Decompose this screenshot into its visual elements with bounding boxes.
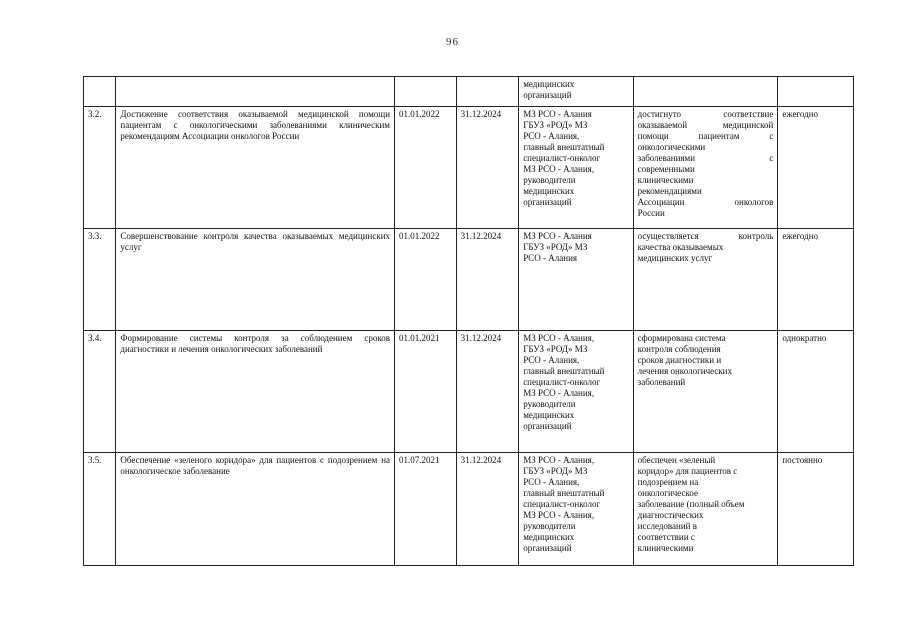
responsible-line: организаций <box>523 90 572 100</box>
responsible-line: главный внештатный <box>523 142 605 152</box>
responsible-line: организаций <box>523 421 572 431</box>
measures-table <box>83 76 854 566</box>
item-number <box>84 77 116 107</box>
table-row <box>84 229 854 331</box>
responsible-line: МЗ РСО - Алания, <box>523 333 595 343</box>
page-number: 96 <box>446 36 459 48</box>
result-line: России <box>637 208 665 218</box>
result-line: медицинских услуг <box>637 253 713 263</box>
item-name: Формирование системы контроля за соблюдением сроков диагностики и лечения онкологических заболеваний <box>116 331 395 453</box>
responsible-line: руководители <box>523 175 576 185</box>
start-date <box>395 77 457 107</box>
responsible-line: медицинских <box>523 532 575 542</box>
responsible-line: ГБУЗ «РОД» МЗ <box>523 120 588 130</box>
frequency <box>778 77 854 107</box>
responsible-line: РСО - Алания, <box>523 477 580 487</box>
responsible-line: МЗ РСО - Алания, <box>523 388 595 398</box>
frequency: ежегодно <box>778 229 854 331</box>
end-date: 31.12.2024 <box>456 331 519 453</box>
responsible-line: организаций <box>523 543 572 553</box>
end-date: 31.12.2024 <box>456 453 519 566</box>
responsible-line: РСО - Алания, <box>523 131 580 141</box>
responsible-cell <box>519 77 633 107</box>
item-number: 3.3. <box>84 229 116 331</box>
responsible-line: специалист-онколог <box>523 377 601 387</box>
result-line: сроков диагностики и <box>637 355 722 365</box>
frequency: однократно <box>778 331 854 453</box>
result-line: диагностических <box>637 510 704 520</box>
result-line: заболеваниями с <box>637 153 774 163</box>
start-date: 01.01.2021 <box>395 331 457 453</box>
result-line: Ассоциации онкологов <box>637 197 774 207</box>
responsible-line: МЗ РСО - Алания <box>523 109 592 119</box>
result-line: клиническими <box>637 543 694 553</box>
frequency: ежегодно <box>778 107 854 229</box>
responsible-line: МЗ РСО - Алания, <box>523 164 595 174</box>
item-number: 3.4. <box>84 331 116 453</box>
result-line: рекомендациями <box>637 186 702 196</box>
result-line: исследований в <box>637 521 697 531</box>
result-cell <box>633 107 778 229</box>
result-line: помощи пациентам с <box>637 131 774 141</box>
responsible-cell <box>519 331 633 453</box>
frequency: постоянно <box>778 453 854 566</box>
responsible-line: главный внештатный <box>523 488 605 498</box>
result-cell <box>633 331 778 453</box>
responsible-line: ГБУЗ «РОД» МЗ <box>523 466 588 476</box>
responsible-line: медицинских <box>523 186 575 196</box>
item-name: Обеспечение «зеленого коридора» для пациентов с подозрением на онкологическое заболевание <box>116 453 395 566</box>
start-date: 01.07.2021 <box>395 453 457 566</box>
item-name: Достижение соответствия оказываемой медицинской помощи пациентам с онкологическими заболеваниями клиническим рекомендациям Ассоциации онкологов России <box>116 107 395 229</box>
item-number: 3.2. <box>84 107 116 229</box>
item-name <box>116 77 395 107</box>
table-row <box>84 453 854 566</box>
result-line: достигнуто соответствие <box>637 109 774 119</box>
result-cell <box>633 229 778 331</box>
responsible-line: медицинских <box>523 410 575 420</box>
responsible-cell <box>519 229 633 331</box>
result-line: сформирована система <box>637 333 726 343</box>
start-date: 01.01.2022 <box>395 229 457 331</box>
end-date <box>456 77 519 107</box>
start-date: 01.01.2022 <box>395 107 457 229</box>
table-row <box>84 331 854 453</box>
result-line: контроля соблюдения <box>637 344 721 354</box>
responsible-line: руководители <box>523 399 576 409</box>
result-line: заболеваний <box>637 377 686 387</box>
table-row <box>84 77 854 107</box>
result-cell <box>633 77 778 107</box>
responsible-line: ГБУЗ «РОД» МЗ <box>523 242 588 252</box>
responsible-line: ГБУЗ «РОД» МЗ <box>523 344 588 354</box>
result-line: лечения онкологических <box>637 366 733 376</box>
result-cell <box>633 453 778 566</box>
item-number: 3.5. <box>84 453 116 566</box>
responsible-line: главный внештатный <box>523 366 605 376</box>
responsible-line: специалист-онколог <box>523 499 601 509</box>
result-line: осуществляется контроль <box>637 231 774 241</box>
result-line: качества оказываемых <box>637 242 724 252</box>
responsible-line: МЗ РСО - Алания, <box>523 455 595 465</box>
table-row <box>84 107 854 229</box>
result-line: онкологическое <box>637 488 699 498</box>
result-line: коридор» для пациентов с <box>637 466 738 476</box>
responsible-line: организаций <box>523 197 572 207</box>
responsible-line: руководители <box>523 521 576 531</box>
result-line: онкологическими <box>637 142 706 152</box>
result-line: заболевание (полный объем <box>637 499 745 509</box>
responsible-line: РСО - Алания, <box>523 355 580 365</box>
result-line: оказываемой медицинской <box>637 120 774 130</box>
result-line: современными <box>637 164 695 174</box>
result-line: обеспечен «зеленый <box>637 455 716 465</box>
result-line: соответствии с <box>637 532 695 542</box>
end-date: 31.12.2024 <box>456 229 519 331</box>
item-name: Совершенствование контроля качества оказываемых медицинских услуг <box>116 229 395 331</box>
responsible-line: специалист-онколог <box>523 153 601 163</box>
responsible-line: медицинских <box>523 79 575 89</box>
end-date: 31.12.2024 <box>456 107 519 229</box>
responsible-line: МЗ РСО - Алания <box>523 231 592 241</box>
responsible-line: МЗ РСО - Алания, <box>523 510 595 520</box>
responsible-line: РСО - Алания <box>523 253 578 263</box>
result-line: подозрением на <box>637 477 699 487</box>
result-line: клиническими <box>637 175 694 185</box>
responsible-cell <box>519 453 633 566</box>
responsible-cell <box>519 107 633 229</box>
